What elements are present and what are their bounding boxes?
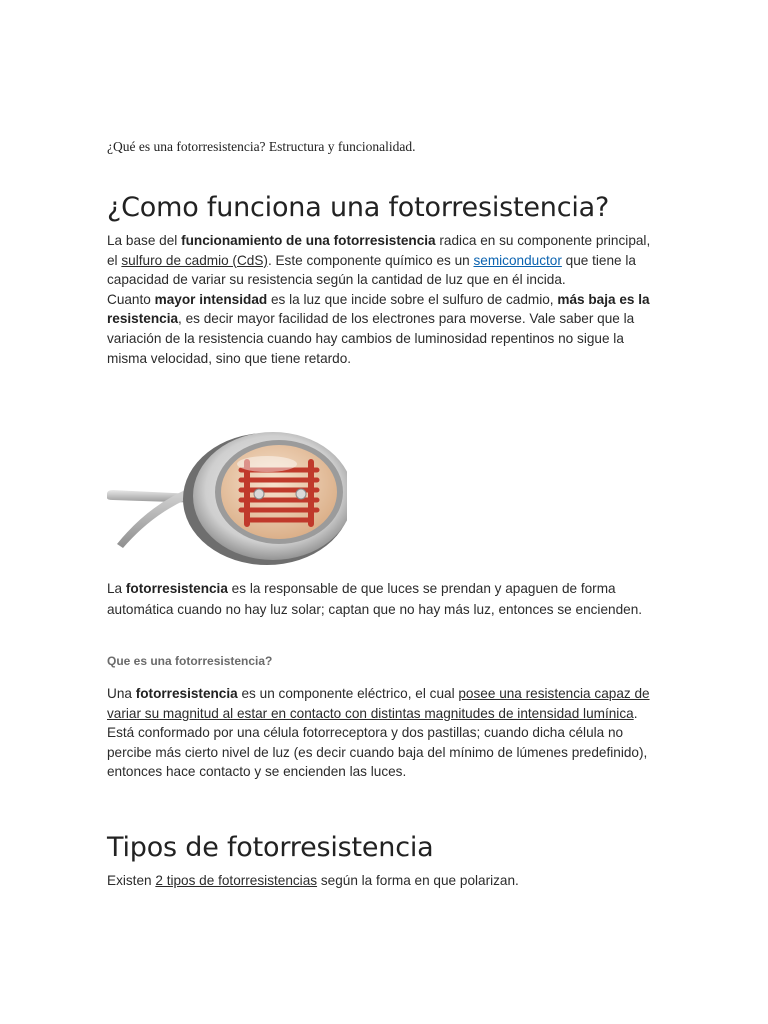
- paragraph-intensidad: Cuanto mayor intensidad es la luz que incide sobre el sulfuro de cadmio, más baja es la resistencia, es decir mayor facilidad de los electrones para moverse. Vale saber que la variación de la resistencia cuando hay cambios de luminosidad repentinos no sigue la misma velocidad, sino que tiene retardo.: [107, 291, 650, 366]
- paragraph-responsable: La fotorresistencia es la responsable de que luces se prendan y apaguen de forma automática cuando no hay luz solar; captan que no hay más luz, entonces se encienden.: [107, 581, 643, 617]
- photoresistor-photo: [107, 404, 347, 569]
- paragraph-block-2: [107, 578, 662, 620]
- underline-sulfuro: sulfuro de cadmio (CdS): [121, 252, 268, 268]
- paragraph-base: La base del funcionamiento de una fotorresistencia radica en su componente principal, el sulfuro de cadmio (CdS). Este componente químico es un semiconductor que tiene la capacidad de variar su resistencia según la cantidad de luz que en él incida.: [107, 233, 651, 288]
- paragraph-definicion: Una fotorresistencia es un componente eléctrico, el cual posee una resistencia capaz de variar su magnitud al estar en contacto con distintas magnitudes de intensidad lumínica.: [107, 686, 650, 721]
- subheading-que-es: Que es una fotorresistencia?: [107, 654, 273, 668]
- bold-mayor-intensidad: mayor intensidad: [154, 291, 268, 307]
- paragraph-existen: Existen 2 tipos de fotorresistencias según la forma en que polarizan.: [107, 873, 519, 888]
- semiconductor-link[interactable]: semiconductor: [473, 252, 562, 268]
- paragraph-conformado: Está conformado por una célula fotorreceptora y dos pastillas; cuando dicha célula no percibe más cierto nivel de luz (es decir cuando baja del mínimo de lúmenes predefinido), entonces hace contacto y se encienden las luces.: [107, 725, 648, 780]
- section-title-tipos: Tipos de fotorresistencia: [107, 832, 434, 863]
- paragraph-block-4: [107, 871, 662, 891]
- underline-posee-resistencia: posee una resistencia capaz de variar su magnitud al estar en contacto con distintas magnitudes de intensidad lumínica: [107, 686, 650, 721]
- section-title-como-funciona: ¿Como funciona una fotorresistencia?: [107, 192, 610, 223]
- paragraph-block-3: [107, 684, 662, 782]
- document-subtitle: ¿Qué es una fotorresistencia? Estructura y funcionalidad.: [107, 139, 416, 154]
- bold-fotorresistencia-1: fotorresistencia: [125, 581, 228, 596]
- bold-funcionamiento: funcionamiento de una fotorresistencia: [181, 233, 436, 248]
- underline-tipos: 2 tipos de fotorresistencias: [155, 873, 318, 888]
- paragraph-block-1: [107, 231, 662, 368]
- bold-fotorresistencia-2: fotorresistencia: [135, 686, 238, 701]
- bold-mas-baja: más baja es la resistencia: [107, 291, 650, 327]
